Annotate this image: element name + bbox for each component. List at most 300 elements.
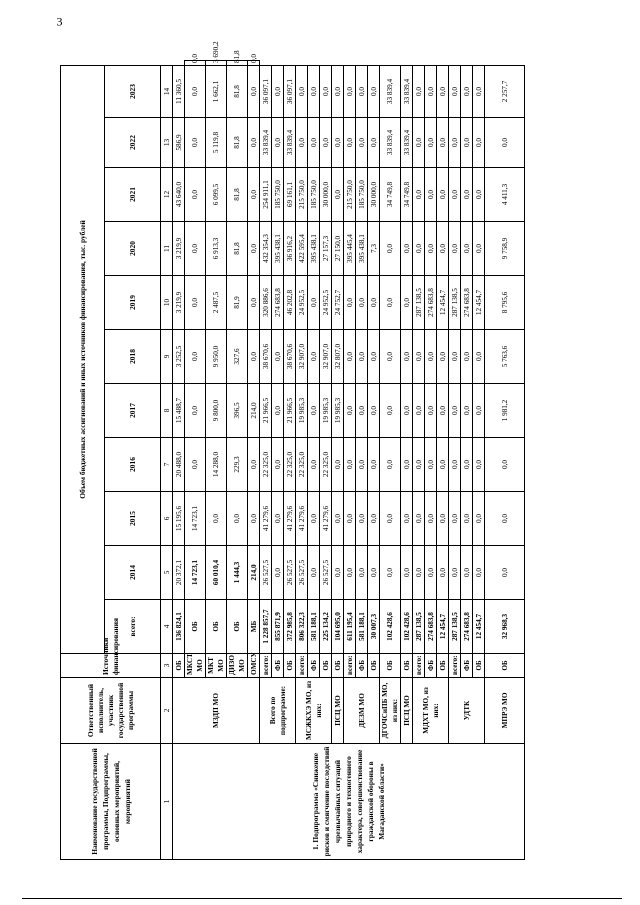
value-cell: 0,0 — [248, 65, 260, 117]
value-cell: 0,0 — [485, 438, 525, 492]
value-cell: 0,0 — [413, 492, 425, 546]
value-cell: 0,0 — [380, 222, 401, 276]
value-cell: 0,0 — [368, 118, 380, 168]
value-cell: 33 839,4 — [401, 65, 413, 117]
value-cell: 0,0 — [344, 118, 356, 168]
value-cell: 0,0 — [413, 438, 425, 492]
table-row — [485, 61, 525, 860]
header-numbers-row — [161, 61, 173, 860]
value-cell: 14 288,0 — [206, 438, 227, 492]
value-cell: 22 325,0 — [320, 438, 332, 492]
value-cell: 0,0 — [308, 546, 320, 600]
value-cell: 9 950,0 — [206, 330, 227, 384]
budget-table — [60, 41, 525, 860]
value-cell: 287 138,5 — [449, 276, 461, 330]
header-year: 2014 — [105, 546, 161, 600]
value-cell: 6 099,5 — [206, 168, 227, 222]
value-cell: 395 438,1 — [356, 222, 368, 276]
value-cell: 0,0 — [401, 276, 413, 330]
column-number: 10 — [161, 276, 173, 330]
value-cell: 0,0 — [449, 438, 461, 492]
value-cell: 0,0 — [248, 330, 260, 384]
value-cell: 0,0 — [413, 546, 425, 600]
value-cell: 0,0 — [368, 65, 380, 117]
value-cell: 395 438,1 — [308, 222, 320, 276]
column-number: 1 — [161, 744, 173, 860]
value-cell: 185 750,0 — [356, 168, 368, 222]
value-cell: 0,0 — [206, 492, 227, 546]
value-cell: 24 952,5 — [296, 276, 308, 330]
value-cell: 0,0 — [368, 330, 380, 384]
value-cell: 26 527,5 — [296, 546, 308, 600]
value-cell: 0,0 — [473, 65, 485, 117]
value-cell: 0,0 — [461, 384, 473, 438]
column-number: 14 — [161, 65, 173, 117]
value-cell: 327,6 — [227, 330, 248, 384]
value-cell: 0,0 — [368, 492, 380, 546]
value-cell: 0,0 — [248, 168, 260, 222]
value-cell: 274 683,8 — [272, 276, 284, 330]
value-cell: 1 662,1 — [206, 65, 227, 117]
value-cell: 0,0 — [461, 546, 473, 600]
value-cell: 41 279,6 — [260, 492, 272, 546]
responsible-cell: МСЖКХЭ МО, из них: — [296, 678, 332, 744]
value-cell: 0,0 — [185, 168, 206, 222]
value-cell: 0,0 — [425, 438, 437, 492]
value-cell: 0,0 — [401, 384, 413, 438]
value-cell: 9 800,0 — [206, 384, 227, 438]
responsible-cell: УДТК — [449, 678, 485, 744]
value-cell: 0,0 — [437, 492, 449, 546]
value-cell: 287 138,5 — [413, 600, 425, 654]
table-body — [173, 41, 525, 860]
value-cell: 0,0 — [485, 118, 525, 168]
value-cell: 0,0 — [425, 330, 437, 384]
value-cell: 0,0 — [437, 65, 449, 117]
value-cell: 4 411,3 — [485, 168, 525, 222]
responsible-cell: ПСЦ МО — [332, 678, 344, 744]
value-cell: 81,8 — [227, 222, 248, 276]
responsible-cell: МДХТ МО, из них: — [413, 678, 449, 744]
value-cell: 586,9 — [173, 118, 185, 168]
value-cell: 104 695,0 — [332, 600, 344, 654]
header-name: Наименование государственной программы, Подпрограммы, основных мероприятий, мероприятий — [61, 744, 161, 860]
value-cell: 0,0 — [320, 65, 332, 117]
value-cell: 0,0 — [296, 118, 308, 168]
value-cell: 0,0 — [332, 168, 344, 222]
source-cell: ОБ — [332, 654, 344, 678]
header-year: 2018 — [105, 330, 161, 384]
value-cell: 0,0 — [185, 438, 206, 492]
value-cell: 0,0 — [185, 330, 206, 384]
value-cell: 0,0 — [344, 276, 356, 330]
value-cell: 0,0 — [473, 118, 485, 168]
value-cell: 0,0 — [332, 118, 344, 168]
value-cell: 855 871,9 — [272, 600, 284, 654]
value-cell: 41 279,6 — [320, 492, 332, 546]
value-cell: 0,0 — [356, 276, 368, 330]
value-cell: 3 252,5 — [173, 330, 185, 384]
value-cell: 0,0 — [437, 168, 449, 222]
value-cell: 3 219,9 — [173, 222, 185, 276]
value-cell: 0,0 — [185, 276, 206, 330]
value-cell: 0,0 — [272, 65, 284, 117]
source-cell: всего: — [296, 654, 308, 678]
value-cell: 0,0 — [473, 438, 485, 492]
value-cell: 254 911,1 — [260, 168, 272, 222]
value-cell: 0,0 — [461, 492, 473, 546]
value-cell: 0,0 — [413, 384, 425, 438]
value-cell: 41 279,6 — [284, 492, 296, 546]
responsible-cell: МКТ МО — [206, 654, 227, 678]
source-cell: ОБ — [473, 654, 485, 678]
source-cell: ОБ — [437, 654, 449, 678]
value-cell: 0,0 — [248, 61, 260, 66]
value-cell: 5 763,6 — [485, 330, 525, 384]
value-cell: 0,0 — [380, 546, 401, 600]
value-cell: 0,0 — [368, 438, 380, 492]
page-number: 3 — [56, 14, 63, 29]
value-cell: 12 454,7 — [437, 600, 449, 654]
source-cell: ОБ — [227, 600, 248, 654]
responsible-cell: ДЕЗМ МО — [344, 678, 380, 744]
value-cell: 0,0 — [461, 438, 473, 492]
value-cell: 0,0 — [437, 546, 449, 600]
value-cell: 32 907,0 — [296, 330, 308, 384]
value-cell: 0,0 — [185, 118, 206, 168]
value-cell: 24 952,5 — [320, 276, 332, 330]
value-cell: 611 195,4 — [344, 600, 356, 654]
value-cell: 0,0 — [437, 330, 449, 384]
header-year: 2020 — [105, 222, 161, 276]
value-cell: 60 010,4 — [206, 546, 227, 600]
value-cell: 274 683,8 — [461, 276, 473, 330]
source-cell: ОБ — [185, 600, 206, 654]
header-year: 2015 — [105, 492, 161, 546]
value-cell: 225 134,2 — [320, 600, 332, 654]
column-number: 8 — [161, 384, 173, 438]
value-cell: 0,0 — [401, 492, 413, 546]
value-cell: 41 279,6 — [296, 492, 308, 546]
value-cell: 0,0 — [473, 384, 485, 438]
value-cell: 0,0 — [332, 492, 344, 546]
value-cell: 0,0 — [461, 168, 473, 222]
table-row — [296, 61, 308, 860]
value-cell: 372 985,8 — [284, 600, 296, 654]
value-cell: 81,8 — [227, 61, 248, 66]
value-cell: 0,0 — [401, 330, 413, 384]
value-cell: 396,5 — [227, 384, 248, 438]
value-cell: 320 886,6 — [260, 276, 272, 330]
value-cell: 33 839,4 — [401, 118, 413, 168]
rotated-table-page — [56, 14, 600, 860]
value-cell: 15 488,7 — [173, 384, 185, 438]
value-cell: 432 354,3 — [260, 222, 272, 276]
value-cell: 0,0 — [308, 65, 320, 117]
source-cell: всего: — [449, 654, 461, 678]
value-cell: 287 138,5 — [449, 600, 461, 654]
value-cell: 0,0 — [425, 492, 437, 546]
value-cell: 0,0 — [413, 65, 425, 117]
value-cell: 0,0 — [344, 492, 356, 546]
value-cell: 0,0 — [344, 546, 356, 600]
value-cell: 0,0 — [401, 222, 413, 276]
value-cell: 0,0 — [356, 65, 368, 117]
responsible-cell: МПРЭ МО — [485, 678, 525, 744]
value-cell: 274 683,8 — [425, 600, 437, 654]
column-number: 13 — [161, 118, 173, 168]
value-cell: 0,0 — [380, 492, 401, 546]
source-cell: ФБ — [461, 654, 473, 678]
value-cell: 0,0 — [272, 546, 284, 600]
value-cell: 2 257,7 — [485, 65, 525, 117]
value-cell: 22 325,0 — [260, 438, 272, 492]
value-cell: 229,3 — [227, 438, 248, 492]
value-cell: 0,0 — [320, 118, 332, 168]
value-cell: 0,0 — [473, 492, 485, 546]
value-cell: 69 161,1 — [284, 168, 296, 222]
value-cell: 81,8 — [227, 118, 248, 168]
table-row — [332, 61, 344, 860]
value-cell: 0,0 — [272, 118, 284, 168]
bottom-rule — [22, 898, 622, 899]
value-cell: 14 723,1 — [185, 492, 206, 546]
source-cell: ОБ — [173, 654, 185, 678]
table-row — [344, 61, 356, 860]
responsible-cell: Всего по подпрограмме: — [260, 678, 296, 744]
value-cell: 21 966,5 — [260, 384, 272, 438]
source-cell: всего: — [344, 654, 356, 678]
value-cell: 0,0 — [308, 492, 320, 546]
value-cell: 36 097,1 — [284, 65, 296, 117]
value-cell: 7,3 — [368, 222, 380, 276]
value-cell: 27 157,3 — [320, 222, 332, 276]
value-cell: 0,0 — [425, 168, 437, 222]
header-year: 2023 — [105, 65, 161, 117]
column-number: 7 — [161, 438, 173, 492]
value-cell: 0,0 — [413, 330, 425, 384]
value-cell: 0,0 — [449, 492, 461, 546]
value-cell: 102 428,6 — [380, 600, 401, 654]
value-cell: 0,0 — [308, 330, 320, 384]
table-row — [173, 61, 185, 860]
value-cell: 12 454,7 — [437, 276, 449, 330]
value-cell: 0,0 — [449, 384, 461, 438]
value-cell: 0,0 — [248, 118, 260, 168]
responsible-cell: МЗДП МО — [173, 678, 260, 744]
value-cell: 30 007,3 — [368, 600, 380, 654]
value-cell: 19 985,3 — [296, 384, 308, 438]
source-cell: ФБ — [425, 654, 437, 678]
value-cell: 0,0 — [425, 222, 437, 276]
table-row — [401, 61, 413, 860]
value-cell: 1 444,3 — [227, 546, 248, 600]
value-cell: 0,0 — [356, 384, 368, 438]
value-cell: 0,0 — [248, 438, 260, 492]
column-number: 6 — [161, 492, 173, 546]
value-cell: 0,0 — [380, 384, 401, 438]
value-cell: 395 445,4 — [344, 222, 356, 276]
value-cell: 0,0 — [425, 384, 437, 438]
value-cell: 0,0 — [425, 546, 437, 600]
value-cell: 33 839,4 — [284, 118, 296, 168]
column-number: 3 — [161, 654, 173, 678]
value-cell: 215 750,0 — [296, 168, 308, 222]
value-cell: 395 438,1 — [272, 222, 284, 276]
value-cell: 0,0 — [380, 276, 401, 330]
value-cell: 81,8 — [227, 65, 248, 117]
value-cell: 0,0 — [449, 168, 461, 222]
value-cell: 11 360,5 — [173, 65, 185, 117]
header-year: 2016 — [105, 438, 161, 492]
value-cell: 0,0 — [380, 438, 401, 492]
value-cell: 0,0 — [248, 276, 260, 330]
value-cell: 0,0 — [344, 384, 356, 438]
value-cell: 0,0 — [473, 330, 485, 384]
value-cell: 0,0 — [296, 65, 308, 117]
value-cell: 0,0 — [368, 546, 380, 600]
value-cell: 0,0 — [227, 492, 248, 546]
value-cell: 5 119,8 — [206, 118, 227, 168]
value-cell: 214,0 — [248, 384, 260, 438]
value-cell: 0,0 — [344, 438, 356, 492]
value-cell: 0,0 — [308, 276, 320, 330]
value-cell: 0,0 — [437, 222, 449, 276]
value-cell: 0,0 — [449, 65, 461, 117]
value-cell: 43 640,0 — [173, 168, 185, 222]
value-cell: 0,0 — [449, 330, 461, 384]
value-cell: 0,0 — [332, 546, 344, 600]
column-number: 9 — [161, 330, 173, 384]
value-cell: 46 202,8 — [284, 276, 296, 330]
value-cell: 0,0 — [332, 438, 344, 492]
value-cell: 0,0 — [473, 168, 485, 222]
value-cell: 0,0 — [356, 118, 368, 168]
value-cell: 14 723,1 — [185, 546, 206, 600]
value-cell: 1 228 857,7 — [260, 600, 272, 654]
value-cell: 12 454,7 — [473, 276, 485, 330]
value-cell: 36 916,2 — [284, 222, 296, 276]
responsible-cell: ДИЗО МО — [227, 654, 248, 678]
value-cell: 36 097,1 — [260, 65, 272, 117]
value-cell: 33 839,4 — [380, 118, 401, 168]
value-cell: 22 325,0 — [284, 438, 296, 492]
table-row — [380, 61, 401, 860]
value-cell: 24 752,7 — [332, 276, 344, 330]
value-cell: 26 527,5 — [284, 546, 296, 600]
column-number: 11 — [161, 222, 173, 276]
value-cell: 185 750,0 — [308, 168, 320, 222]
value-cell: 0,0 — [425, 65, 437, 117]
table-row — [260, 61, 272, 860]
value-cell: 0,0 — [437, 118, 449, 168]
source-cell: ФБ — [308, 654, 320, 678]
value-cell: 81,8 — [227, 168, 248, 222]
value-cell: 806 322,3 — [296, 600, 308, 654]
value-cell: 34 749,8 — [401, 168, 413, 222]
value-cell: 3 219,9 — [173, 276, 185, 330]
value-cell: 26 527,5 — [260, 546, 272, 600]
value-cell: 0,0 — [308, 438, 320, 492]
value-cell: 102 428,6 — [401, 600, 413, 654]
value-cell: 0,0 — [401, 546, 413, 600]
value-cell: 422 595,4 — [296, 222, 308, 276]
value-cell: 0,0 — [461, 65, 473, 117]
source-cell: ОБ — [284, 654, 296, 678]
value-cell: 0,0 — [272, 438, 284, 492]
value-cell: 34 749,8 — [380, 168, 401, 222]
header-total: всего: — [105, 600, 161, 654]
value-cell: 3 690,2 — [206, 61, 227, 66]
value-cell: 0,0 — [356, 546, 368, 600]
value-cell: 30 000,0 — [368, 168, 380, 222]
value-cell: 274 683,8 — [461, 600, 473, 654]
value-cell: 0,0 — [344, 65, 356, 117]
value-cell: 0,0 — [380, 330, 401, 384]
value-cell: 27 150,0 — [332, 222, 344, 276]
value-cell: 0,0 — [449, 222, 461, 276]
responsible-cell: ДГОЧСиПБ МО, из них: — [380, 678, 401, 744]
value-cell: 0,0 — [401, 438, 413, 492]
value-cell: 0,0 — [437, 438, 449, 492]
value-cell: 0,0 — [485, 546, 525, 600]
value-cell: 6 913,3 — [206, 222, 227, 276]
source-cell: ОБ — [380, 654, 401, 678]
header-year: 2022 — [105, 118, 161, 168]
source-cell: ОБ — [401, 654, 413, 678]
source-cell: МБ — [248, 600, 260, 654]
value-cell: 0,0 — [248, 492, 260, 546]
value-cell: 0,0 — [308, 118, 320, 168]
value-cell: 19 985,3 — [332, 384, 344, 438]
value-cell: 185 750,0 — [272, 168, 284, 222]
value-cell: 30 000,0 — [320, 168, 332, 222]
header-year: 2021 — [105, 168, 161, 222]
header-volume: Объем бюджетных ассигнований и иных источников финансирования, тыс. рублей — [61, 65, 105, 653]
value-cell: 0,0 — [356, 330, 368, 384]
source-cell: ОБ — [368, 654, 380, 678]
column-number: 2 — [161, 678, 173, 744]
column-number: 5 — [161, 546, 173, 600]
value-cell: 12 454,7 — [473, 600, 485, 654]
source-cell: ОБ — [206, 600, 227, 654]
value-cell: 15 195,6 — [173, 492, 185, 546]
value-cell: 0,0 — [461, 330, 473, 384]
value-cell: 214,0 — [248, 546, 260, 600]
value-cell: 0,0 — [449, 546, 461, 600]
value-cell: 0,0 — [356, 438, 368, 492]
value-cell: 38 670,6 — [260, 330, 272, 384]
column-number: 12 — [161, 168, 173, 222]
value-cell: 215 750,0 — [344, 168, 356, 222]
value-cell: 136 824,1 — [173, 600, 185, 654]
header-year: 2019 — [105, 276, 161, 330]
subprogram-name: 1. Подпрограмма «Снижение рисков и смягчение последствий чрезвычайных ситуаций природного и техногенного характера, совершенствование гражданской обороны в Магаданской области» — [173, 744, 525, 860]
source-cell: ОБ — [320, 654, 332, 678]
responsible-cell: МКСТ МО — [185, 654, 206, 678]
value-cell: 581 188,1 — [356, 600, 368, 654]
value-cell: 20 488,0 — [173, 438, 185, 492]
responsible-cell: ОМСУ — [248, 654, 260, 678]
value-cell: 0,0 — [485, 492, 525, 546]
value-cell: 0,0 — [332, 65, 344, 117]
value-cell: 0,0 — [368, 384, 380, 438]
table-row — [449, 61, 461, 860]
value-cell: 9 758,9 — [485, 222, 525, 276]
header-source: Источники финансирования — [61, 654, 161, 678]
value-cell: 0,0 — [344, 330, 356, 384]
value-cell: 287 138,5 — [413, 276, 425, 330]
